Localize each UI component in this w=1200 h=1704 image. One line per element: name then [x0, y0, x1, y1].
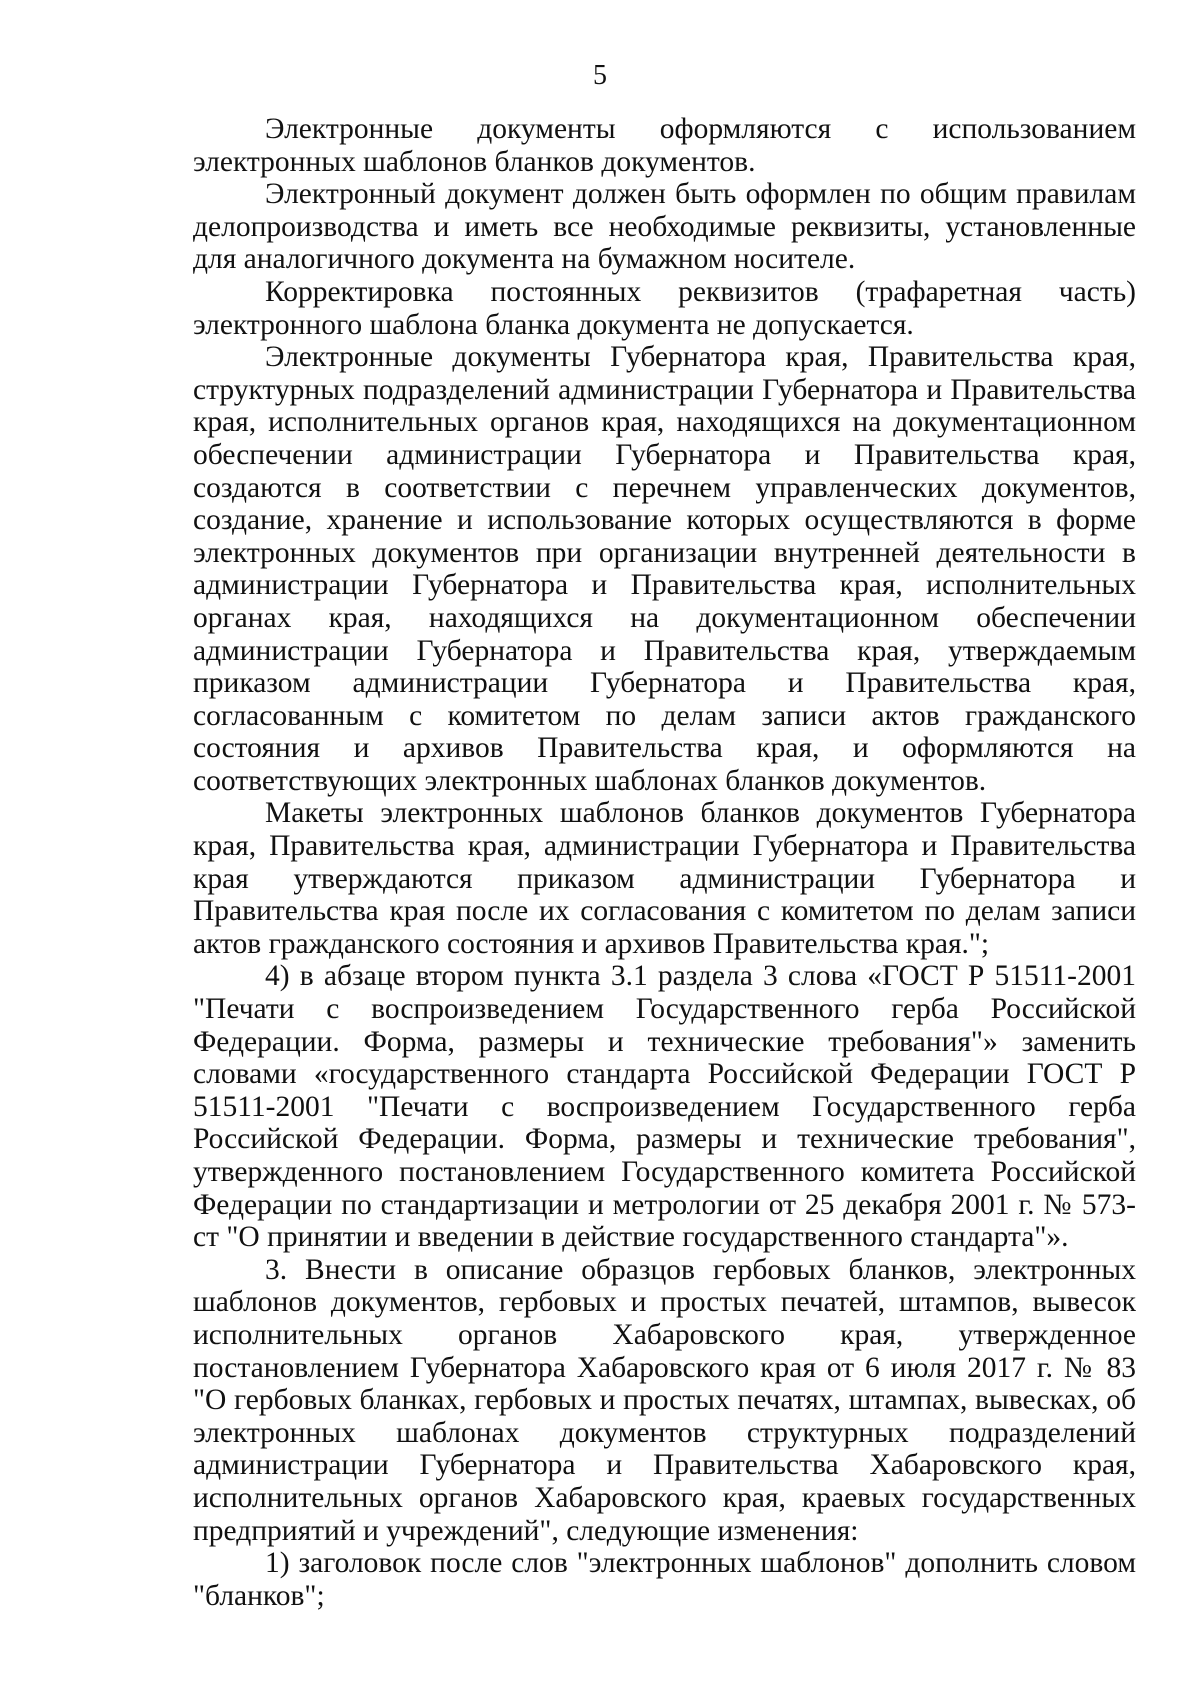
paragraph-amendment-section-3: 3. Внести в описание образцов гербовых бланков, электронных шаблонов документов, гербовых и простых печатей, штампов, вывесок исполнительных органов Хабаровского края, утвержденное постановлением Губернатора Хабаровского края от 6 июля 2017 г. № 83 "О гербовых бланках, гербовых и простых печатях, штампах, вывесках, об электронных шаблонах документов структурных подразделений администрации Губернатора и Правительства Хабаровского края, исполнительных органов Хабаровского края, краевых государственных предприятий и учреждений", следующие изменения: [193, 1253, 1136, 1547]
page-number: 5 [593, 60, 607, 91]
paragraph-governor-documents: Электронные документы Губернатора края, Правительства края, структурных подразделений администрации Губернатора и Правительства края, исполнительных органов края, находящихся на документационном обеспечении администрации Губернатора и Правительства края, создаются в соответствии с перечнем управленческих документов, создание, хранение и использование которых осуществляются в форме электронных документов при организации внутренней деятельности в администрации Губернатора и Правительства края, исполнительных органах края, находящихся на документационном обеспечении администрации Губернатора и Правительства края, утверждаемым приказом администрации Губернатора и Правительства края, согласованным с комитетом по делам записи актов гражданского состояния и архивов Правительства края, и оформляются на соответствующих электронных шаблонах бланков документов. [193, 341, 1136, 797]
paragraph-template-correction: Корректировка постоянных реквизитов (трафаретная часть) электронного шаблона бланка документа не допускается. [193, 275, 1136, 341]
paragraph-amendment-1: 1) заголовок после слов "электронных шаблонов" дополнить словом "бланков"; [193, 1547, 1136, 1612]
document-body [193, 113, 1136, 1612]
paragraph-document-requisites: Электронный документ должен быть оформлен по общим правилам делопроизводства и иметь все необходимые реквизиты, установленные для аналогичного документа на бумажном носителе. [193, 178, 1136, 276]
paragraph-amendment-4: 4) в абзаце втором пункта 3.1 раздела 3 слова «ГОСТ Р 51511-2001 "Печати с воспроизведением Государственного герба Российской Федерации. Форма, размеры и технические требования"» заменить словами «государственного стандарта Российской Федерации ГОСТ Р 51511-2001 "Печати с воспроизведением Государственного герба Российской Федерации. Форма, размеры и технические требования", утвержденного постановлением Государственного комитета Российской Федерации по стандартизации и метрологии от 25 декабря 2001 г. № 573-ст "О принятии и введении в действие государственного стандарта"». [193, 960, 1136, 1254]
paragraph-electronic-templates: Электронные документы оформляются с использованием электронных шаблонов бланков документов. [193, 113, 1136, 178]
paragraph-template-approval: Макеты электронных шаблонов бланков документов Губернатора края, Правительства края, администрации Губернатора и Правительства края утверждаются приказом администрации Губернатора и Правительства края после их согласования с комитетом по делам записи актов гражданского состояния и архивов Правительства края."; [193, 797, 1136, 960]
